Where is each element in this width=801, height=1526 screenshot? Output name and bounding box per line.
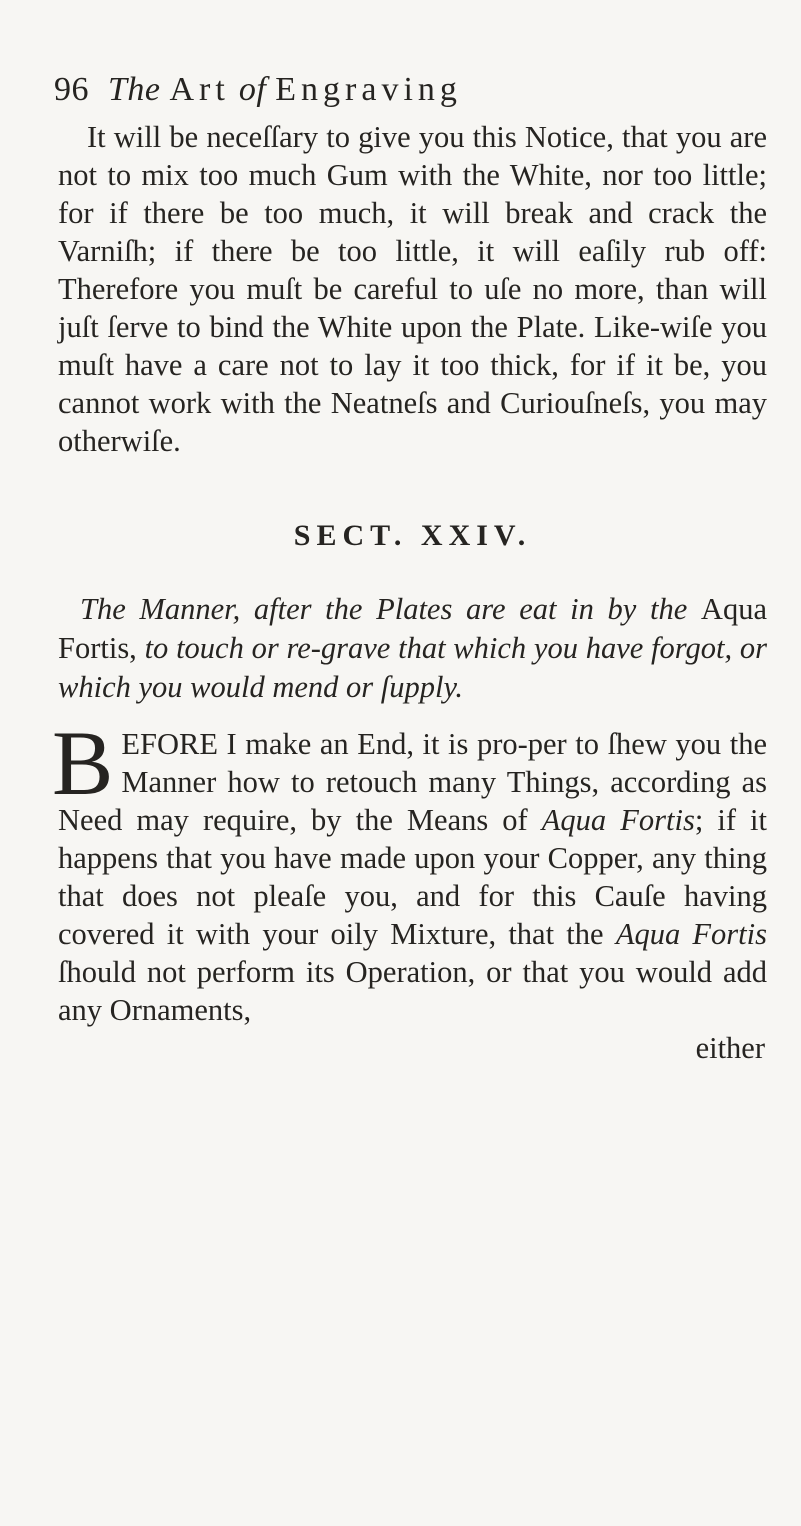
paragraph-before xyxy=(52,712,767,1029)
running-title xyxy=(108,71,462,108)
paragraph-before-text-b: ; if it happens that you have made upon your Copper, any thing that does not pleaſe you, and for this Cauſe having covered it with your oily Mixture, that the xyxy=(58,803,767,951)
section-heading: SECT. XXIV. xyxy=(293,519,532,552)
paragraph-notice: It will be neceſſary to give you this Notice, that you are not to mix too much Gum with the White, nor too little; for if there be too much, it will break and crack the Varniſh; if there be too little, it will eaſily rub off: Therefore you muſt be careful to uſe no more, than will juſt ſerve to bind the White upon the Plate. Like-wiſe you muſt have a care not to lay it too thick, for if it be, you cannot work with the Neatneſs and Curiouſneſs, you may otherwiſe. xyxy=(58,120,767,458)
aqua-fortis-italic-1: Aqua Fortis xyxy=(541,803,695,837)
running-head xyxy=(54,68,767,112)
page-number: 96 xyxy=(54,71,89,108)
running-title-engraving: Engraving xyxy=(275,71,462,108)
aqua-fortis-italic-2: Aqua Fortis xyxy=(615,917,767,951)
paragraph-before-text-a: EFORE I make an End, it is pro-per to ſhew you the Manner how to retouch many Things, according as Need may require, by the Means of xyxy=(58,727,767,837)
section-title-part1: The Manner, after the Plates are eat in by the xyxy=(80,592,688,626)
drop-cap: B xyxy=(52,712,114,814)
running-title-art: Art xyxy=(169,71,230,108)
paragraph-before-text-c: ſhould not perform its Operation, or that you would add any Ornaments, xyxy=(58,955,767,1027)
catchword: either xyxy=(695,1031,765,1065)
running-title-the: The xyxy=(108,71,161,108)
running-title-of: of xyxy=(238,71,267,108)
section-title xyxy=(58,590,767,707)
section-title-aqua-fortis: Aqua Fortis, xyxy=(58,592,767,665)
section-title-part2: to touch or re-grave that which you have forgot, or which you would mend or ſupply. xyxy=(58,631,768,704)
